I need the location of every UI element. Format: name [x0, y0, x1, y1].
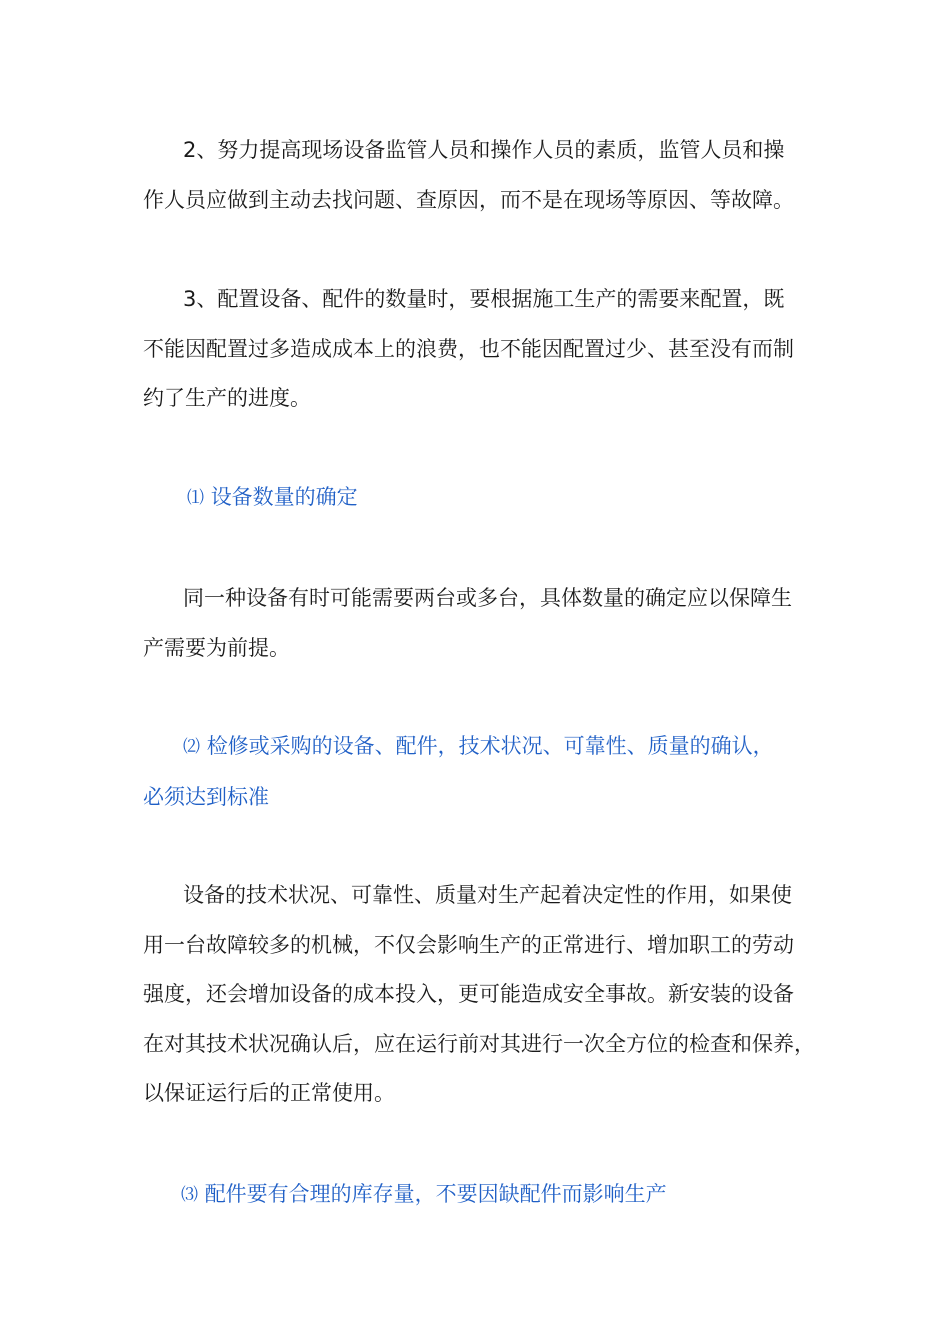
paragraph-line: 在对其技术状况确认后，应在运行前对其进行一次全方位的检查和保养， [143, 1031, 815, 1056]
subheading-text: 检修或采购的设备、配件，技术状况、可靠性、质量的确认， [206, 734, 774, 758]
paragraph-line: 产需要为前提。 [143, 635, 290, 660]
subheading-standards [143, 722, 815, 822]
paragraph-line: 作人员应做到主动去找问题、查原因，而不是在现场等原因、等故障。 [143, 187, 794, 212]
subheading-equipment-quantity [143, 473, 815, 524]
subheading-spare-parts-inventory [143, 1170, 815, 1221]
paragraph-line: 同一种设备有时可能需要两台或多台，具体数量的确定应以保障生 [183, 586, 792, 610]
subheading-number: ⑴ [187, 488, 204, 508]
paragraph-quantity-determination [143, 574, 815, 673]
paragraph-line: 2、努力提高现场设备监管人员和操作人员的素质，监管人员和操 [183, 138, 785, 162]
subheading-number: ⑶ [181, 1185, 198, 1205]
subheading-number: ⑵ [183, 737, 200, 757]
paragraph-line: 用一台故障较多的机械，不仅会影响生产的正常进行、增加职工的劳动 [143, 932, 794, 957]
paragraph-line: 约了生产的进度。 [143, 386, 311, 410]
subheading-text: 必须达到标准 [143, 784, 269, 809]
paragraph-line: 3、配置设备、配件的数量时，要根据施工生产的需要来配置，既 [183, 287, 785, 311]
paragraph-technical-condition [143, 871, 815, 1119]
paragraph-line: 设备的技术状况、可靠性、质量对生产起着决定性的作用，如果使 [183, 883, 792, 907]
subheading-text: 配件要有合理的库存量，不要因缺配件而影响生产 [204, 1182, 667, 1206]
paragraph-staff-quality [143, 126, 815, 225]
subheading-text: 设备数量的确定 [210, 485, 358, 509]
paragraph-configuration-quantity [143, 275, 815, 424]
paragraph-line: 强度，还会增加设备的成本投入，更可能造成安全事故。新安装的设备 [143, 982, 794, 1006]
paragraph-line: 以保证运行后的正常使用。 [143, 1081, 395, 1105]
paragraph-line: 不能因配置过多造成成本上的浪费，也不能因配置过少、甚至没有而制 [143, 336, 794, 361]
